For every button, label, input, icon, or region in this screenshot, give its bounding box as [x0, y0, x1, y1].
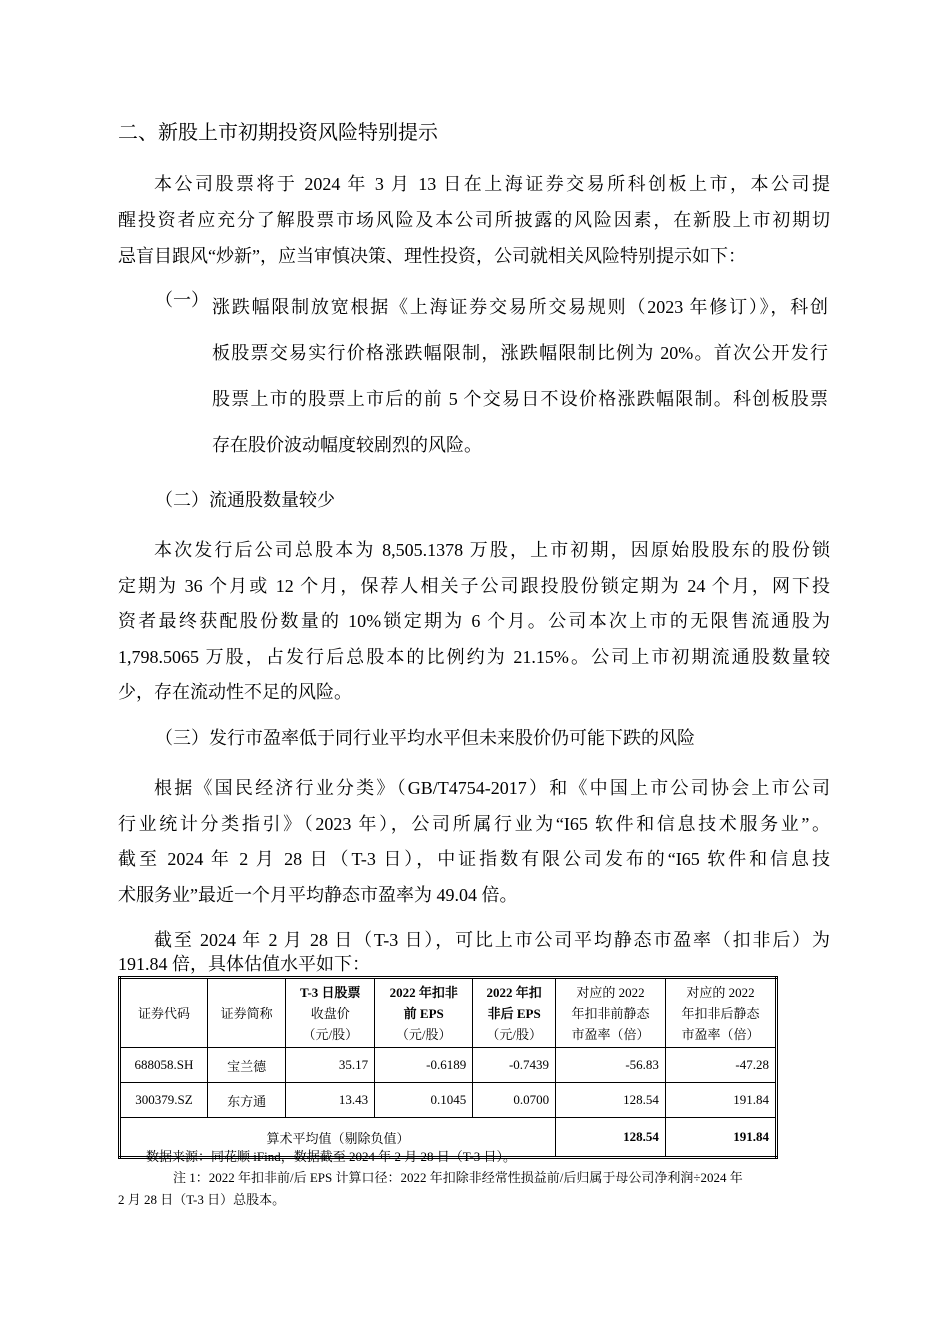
cell-price: 35.17: [286, 1048, 375, 1083]
text-line: 少，存在流动性不足的风险。: [118, 682, 352, 702]
footnote: [118, 1167, 818, 1211]
text-line: 本次发行后公司总股本为 8,505.1378 万股，上市初期，因原始股股东的股份锁: [154, 540, 830, 560]
data-source-note: 数据来源：同花顺 iFind，数据截至 2024 年 2 月 28 日（T-3 日）。: [146, 1149, 517, 1164]
item3-title: （三）发行市盈率低于同行业平均水平但未来股价仍可能下跌的风险: [155, 728, 695, 748]
average-label: 算术平均值（剔除负值）: [120, 1118, 556, 1158]
header-pe-before: 对应的 2022 年扣非前静态 市盈率（倍）: [556, 978, 666, 1048]
cell-eps-after: -0.7439: [473, 1048, 556, 1083]
table-header-row: [120, 978, 777, 1048]
header-code: 证券代码: [120, 978, 208, 1048]
header-name: 证券简称: [207, 978, 285, 1048]
cell-pe-before: 128.54: [556, 1083, 666, 1118]
comparable-companies-table: [118, 976, 778, 1159]
valuation-paragraph: [118, 928, 830, 976]
text-line: 注 1：2022 年扣非前/后 EPS 计算口径：2022 年扣除非经常性损益前/后归属于母公司净利润÷2024 年: [173, 1170, 743, 1185]
text-line: 存在股价波动幅度较剧烈的风险。: [212, 435, 482, 455]
text-line: 本公司股票将于 2024 年 3 月 13 日在上海证券交易所科创板上市，本公司提: [154, 174, 830, 194]
cell-price: 13.43: [286, 1083, 375, 1118]
text-line: 行业统计分类指引》（2023 年），公司所属行业为“I65 软件和信息技术服务业”。: [118, 813, 830, 834]
text-line: 截至 2024 年 2 月 28 日（T-3 日），中证指数有限公司发布的“I65 软件和信息技: [118, 849, 830, 869]
header-price: T-3 日股票 收盘价 （元/股）: [286, 978, 375, 1048]
item2-title: （二）流通股数量较少: [155, 490, 335, 510]
header-eps-after: 2022 年扣 非后 EPS （元/股）: [473, 978, 556, 1048]
cell-eps-before: 0.1045: [375, 1083, 473, 1118]
text-line: 根据《国民经济行业分类》（GB/T4754-2017）和《中国上市公司协会上市公司: [154, 778, 830, 798]
text-line: 板股票交易实行价格涨跌幅限制，涨跌幅限制比例为 20%。首次公开发行: [212, 343, 828, 363]
text-line: 醒投资者应充分了解股票市场风险及本公司所披露的风险因素，在新股上市初期切: [118, 210, 830, 230]
header-eps-before: 2022 年扣非 前 EPS （元/股）: [375, 978, 473, 1048]
section-heading: 二、新股上市初期投资风险特别提示: [118, 122, 438, 144]
table-row: [120, 1048, 777, 1083]
cell-pe-after: -47.28: [665, 1048, 776, 1083]
text-line: 资者最终获配股份数量的 10%锁定期为 6 个月。公司本次上市的无限售流通股为: [118, 611, 830, 631]
item1-label: （一）: [155, 290, 209, 310]
cell-eps-after: 0.0700: [473, 1083, 556, 1118]
average-pe-after: 191.84: [665, 1118, 776, 1158]
text-line: 术服务业”最近一个月平均静态市盈率为 49.04 倍。: [118, 884, 518, 905]
item1-paragraph: [212, 284, 828, 468]
text-line: 1,798.5065 万股，占发行后总股本的比例约为 21.15%。公司上市初期流通股数量较: [118, 646, 830, 667]
cell-code: 300379.SZ: [120, 1083, 208, 1118]
cell-eps-before: -0.6189: [375, 1048, 473, 1083]
header-pe-after: 对应的 2022 年扣非后静态 市盈率（倍）: [665, 978, 776, 1048]
intro-paragraph: [118, 166, 830, 274]
cell-pe-before: -56.83: [556, 1048, 666, 1083]
item3-paragraph: [118, 771, 830, 913]
text-line: 定期为 36 个月或 12 个月，保荐人相关子公司跟投股份锁定期为 24 个月，网下投: [118, 575, 830, 596]
text-line: 股票上市的股票上市后的前 5 个交易日不设价格涨跌幅限制。科创板股票: [212, 389, 828, 409]
text-line: 2 月 28 日（T-3 日）总股本。: [118, 1192, 286, 1207]
cell-name: 宝兰德: [207, 1048, 285, 1083]
text-line: 截至 2024 年 2 月 28 日（T-3 日），可比上市公司平均静态市盈率（扣非后）为: [154, 930, 830, 950]
text-line: 涨跌幅限制放宽根据《上海证券交易所交易规则（2023 年修订）》，科创: [212, 297, 828, 317]
average-pe-before: 128.54: [556, 1118, 666, 1158]
text-line: 忌盲目跟风“炒新”，应当审慎决策、理性投资，公司就相关风险特别提示如下：: [118, 246, 746, 266]
cell-code: 688058.SH: [120, 1048, 208, 1083]
cell-name: 东方通: [207, 1083, 285, 1118]
cell-pe-after: 191.84: [665, 1083, 776, 1118]
item2-paragraph: [118, 533, 830, 711]
table-row: [120, 1083, 777, 1118]
text-line: 191.84 倍，具体估值水平如下：: [118, 954, 370, 974]
